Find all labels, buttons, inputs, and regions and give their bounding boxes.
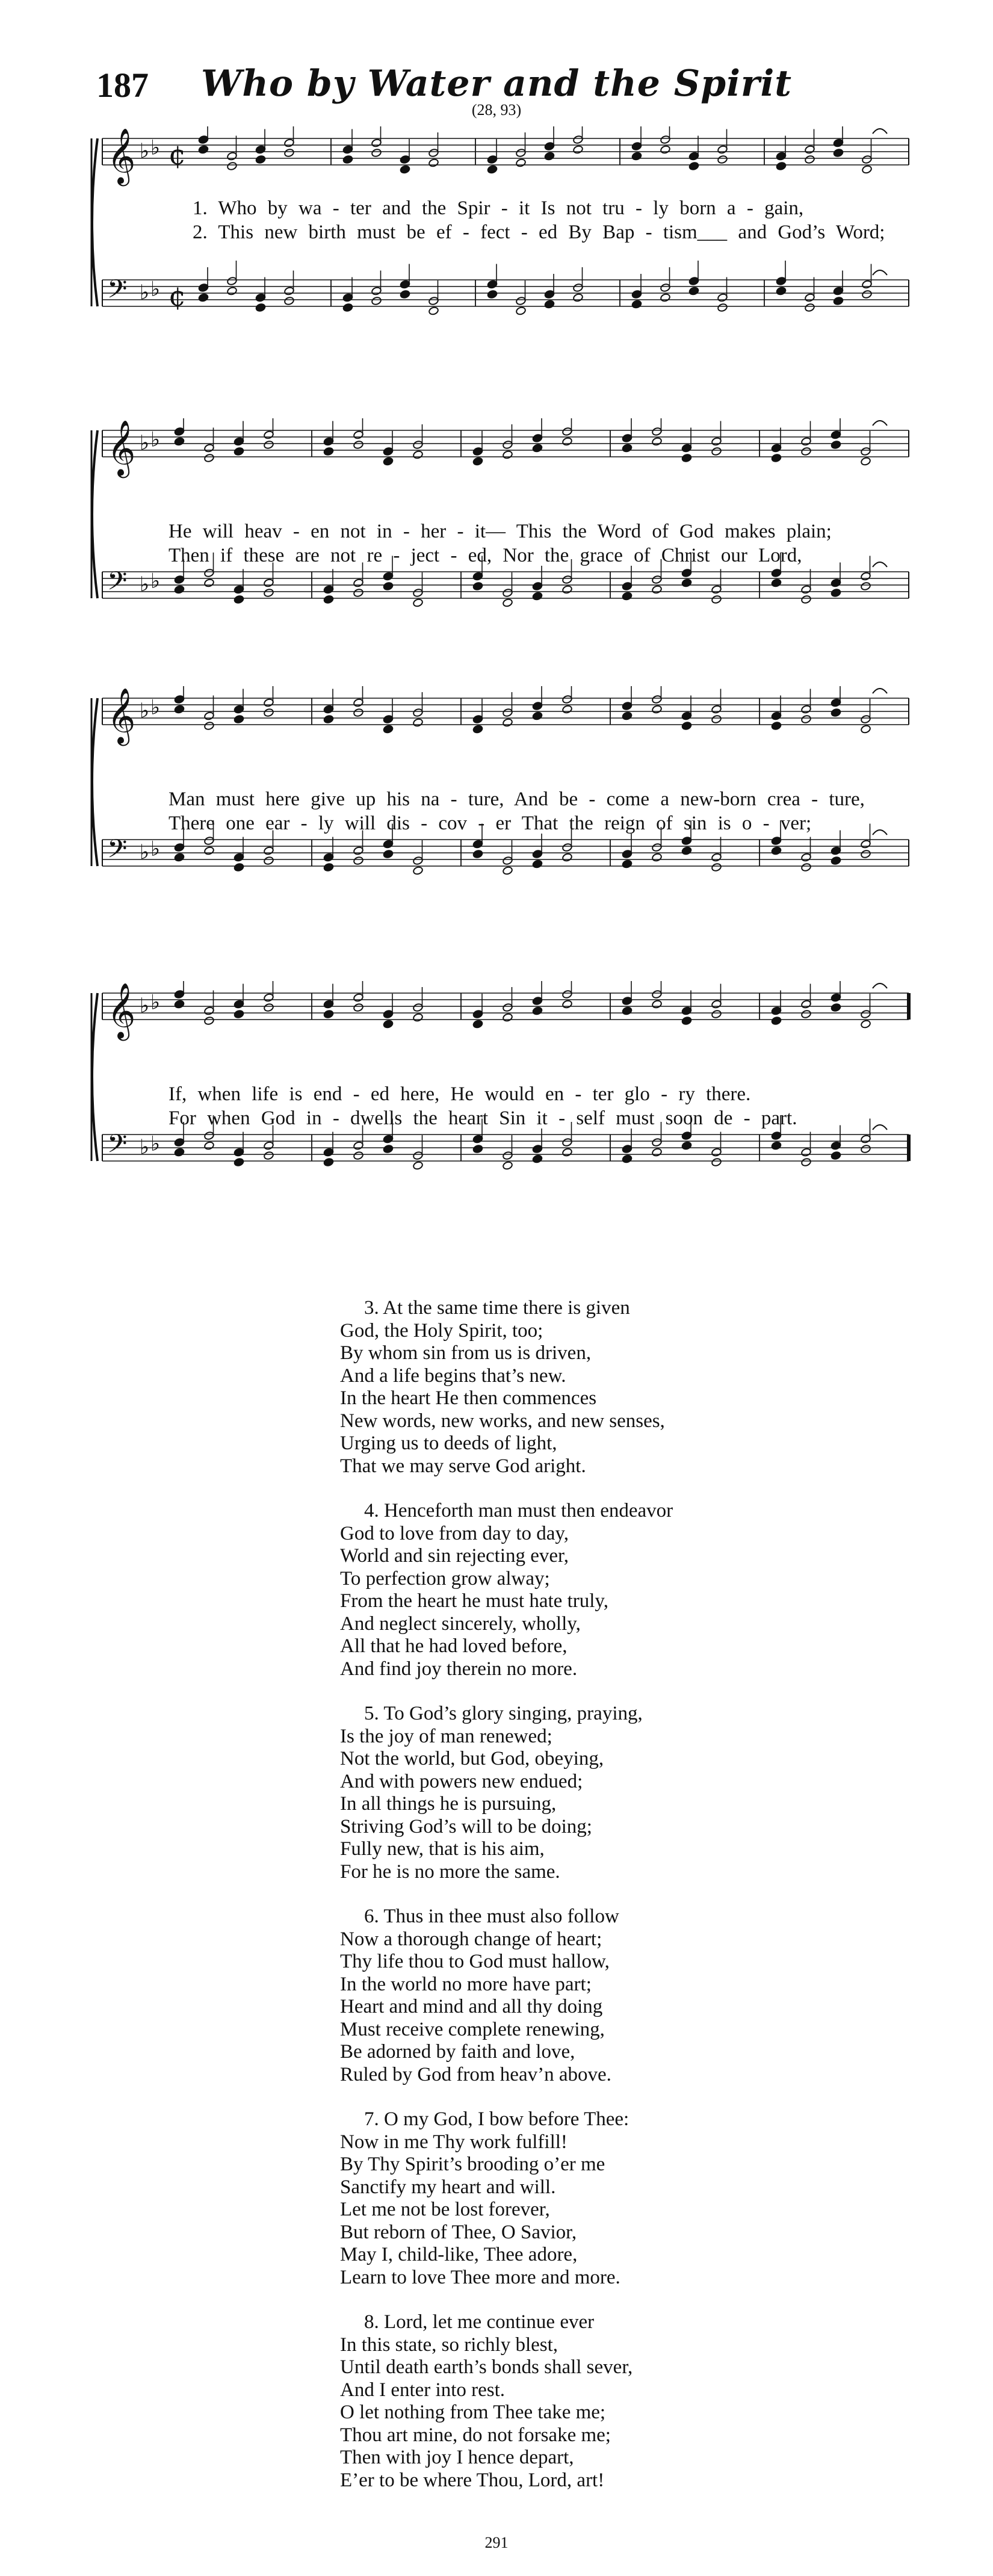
stanza-line: And I enter into rest. — [340, 2379, 506, 2401]
music-system-4 — [84, 981, 915, 1219]
svg-text:♭: ♭ — [150, 569, 161, 593]
hymn-title: Who by Water and the Spirit — [201, 63, 792, 105]
svg-text:¢: ¢ — [169, 138, 187, 171]
stanza-6 — [340, 1906, 673, 2086]
stanza-line: God, the Holy Spirit, too; — [340, 1319, 543, 1342]
stanza-line: 3. At the same time there is given — [364, 1297, 630, 1319]
svg-text:♭: ♭ — [140, 431, 150, 455]
stanza-3 — [340, 1297, 673, 1478]
svg-text:♭: ♭ — [150, 135, 161, 160]
svg-text:♭: ♭ — [140, 840, 150, 864]
stanza-line: And a life begins that’s new. — [340, 1364, 566, 1387]
stanza-line: By Thy Spirit’s brooding o’er me — [340, 2153, 605, 2175]
lyric-line-verse-2: Then if these are not re - ject - ed, Nor the grace of Christ our Lord, — [169, 545, 802, 566]
stanza-5 — [340, 1703, 673, 1883]
stanza-line: From the heart he must hate truly, — [340, 1590, 608, 1612]
music-system-1 — [84, 126, 915, 364]
stanza-line: That we may serve God aright. — [340, 1455, 586, 1477]
stanza-7 — [340, 2108, 673, 2289]
svg-text:♭: ♭ — [140, 699, 150, 723]
svg-text:♭: ♭ — [140, 1135, 150, 1159]
lyric-line-verse-1: 1. Who by wa - ter and the Spir - it Is not tru - ly born a - gain, — [193, 197, 804, 219]
stanza-line: 5. To God’s glory singing, praying, — [364, 1703, 643, 1724]
stanza-line: New words, new works, and new senses, — [340, 1410, 665, 1432]
stanza-line: Not the world, but God, obeying, — [340, 1748, 604, 1769]
svg-text:♭: ♭ — [150, 990, 161, 1015]
svg-text:♭: ♭ — [150, 837, 161, 861]
stanza-line: Until death earth’s bonds shall sever, — [340, 2356, 633, 2378]
svg-text:♭: ♭ — [140, 572, 150, 596]
lyric-line-verse-2: There one ear - ly will dis - cov - er That the reign of sin is o - ver; — [169, 813, 812, 834]
stanza-line: In the heart He then commences — [340, 1387, 597, 1409]
stanza-line: Striving God’s will to be doing; — [340, 1815, 592, 1838]
stanza-line: For he is no more the same. — [340, 1860, 560, 1883]
stanza-line: 7. O my God, I bow before Thee: — [364, 2108, 630, 2130]
stanza-line: All that he had loved before, — [340, 1635, 568, 1657]
stanza-line: To perfection grow alway; — [340, 1567, 550, 1590]
stanza-line: O let nothing from Thee take me; — [340, 2401, 606, 2423]
svg-text:♭: ♭ — [140, 139, 150, 163]
page-number: 291 — [484, 2534, 509, 2551]
stanza-line: In the world no more have part; — [340, 1973, 592, 1995]
stanza-line: Urging us to deeds of light, — [340, 1432, 557, 1454]
stanza-line: Sanctify my heart and will. — [340, 2176, 556, 2198]
stanza-line: Ruled by God from heav’n above. — [340, 2063, 611, 2085]
lyric-line-verse-2: 2. This new birth must be ef - fect - ed By Bap - tism___ and God’s Word; — [193, 221, 885, 243]
stanza-line: E’er to be where Thou, Lord, art! — [340, 2469, 605, 2491]
music-system-2 — [84, 418, 915, 656]
stanza-8 — [340, 2311, 673, 2492]
music-system-3 — [84, 686, 915, 924]
hymn-number: 187 — [96, 66, 149, 105]
stanza-line: Now a thorough change of heart; — [340, 1928, 602, 1950]
stanza-line: May I, child-like, Thee adore, — [340, 2244, 578, 2265]
lyric-line-verse-2: For when God in - dwells the heart Sin it - self must soon de - part. — [169, 1107, 797, 1129]
lyric-line-verse-1: If, when life is end - ed here, He would en - ter glo - ry there. — [169, 1083, 751, 1105]
stanza-line: And with powers new endued; — [340, 1770, 583, 1792]
stanza-line: God to love from day to day, — [340, 1522, 569, 1544]
stanza-line: But reborn of Thee, O Savior, — [340, 2221, 577, 2243]
svg-text:♭: ♭ — [150, 277, 161, 302]
stanza-line: World and sin rejecting ever, — [340, 1545, 569, 1567]
stanza-line: Be adorned by faith and love, — [340, 2041, 575, 2063]
stanza-line: Must receive complete renewing, — [340, 2018, 605, 2040]
meter-reference: (28, 93) — [471, 101, 522, 119]
stanza-line: Thou art mine, do not forsake me; — [340, 2424, 611, 2446]
additional-stanzas — [340, 1297, 673, 2514]
stanza-line: By whom sin from us is driven, — [340, 1342, 592, 1364]
svg-text:𝄞: 𝄞 — [107, 687, 136, 743]
stanza-line: Thy life thou to God must hallow, — [340, 1951, 610, 1972]
svg-text:𝄢: 𝄢 — [107, 834, 128, 870]
stanza-line: Heart and mind and all thy doing — [340, 1996, 603, 2017]
stanza-line: Then with joy I hence depart, — [340, 2447, 574, 2468]
stanza-line: Is the joy of man renewed; — [340, 1725, 552, 1747]
svg-text:♭: ♭ — [150, 427, 161, 452]
stanza-4 — [340, 1500, 673, 1680]
stanza-line: 6. Thus in thee must also follow — [364, 1906, 619, 1927]
stanza-line: 4. Henceforth man must then endeavor — [364, 1500, 673, 1522]
stanza-line: And neglect sincerely, wholly, — [340, 1612, 581, 1635]
stanza-line: Fully new, that is his aim, — [340, 1838, 545, 1860]
stanza-line: Learn to love Thee more and more. — [340, 2266, 620, 2288]
stanza-line: Now in me Thy work fulfill! — [340, 2131, 568, 2153]
stanza-line: 8. Lord, let me continue ever — [364, 2311, 595, 2333]
svg-text:𝄞: 𝄞 — [107, 128, 136, 184]
svg-text:♭: ♭ — [150, 1132, 161, 1156]
svg-text:𝄢: 𝄢 — [107, 274, 128, 311]
svg-text:𝄢: 𝄢 — [107, 1129, 128, 1165]
svg-text:♭: ♭ — [140, 280, 150, 305]
svg-text:¢: ¢ — [169, 280, 187, 312]
svg-text:𝄞: 𝄞 — [107, 420, 136, 475]
svg-text:𝄞: 𝄞 — [107, 982, 136, 1038]
staff-system-1 — [84, 126, 915, 364]
svg-text:♭: ♭ — [140, 994, 150, 1018]
lyric-line-verse-1: Man must here give up his na - ture, And be - come a new-born crea - ture, — [169, 788, 865, 810]
svg-text:𝄢: 𝄢 — [107, 566, 128, 602]
stanza-line: In this state, so richly blest, — [340, 2333, 558, 2356]
svg-text:♭: ♭ — [150, 695, 161, 720]
stanza-line: Let me not be lost forever, — [340, 2199, 550, 2220]
stanza-line: And find joy therein no more. — [340, 1658, 578, 1680]
lyric-line-verse-1: He will heav - en not in - her - it— This the Word of God makes plain; — [169, 521, 832, 542]
stanza-line: In all things he is pursuing, — [340, 1793, 557, 1815]
